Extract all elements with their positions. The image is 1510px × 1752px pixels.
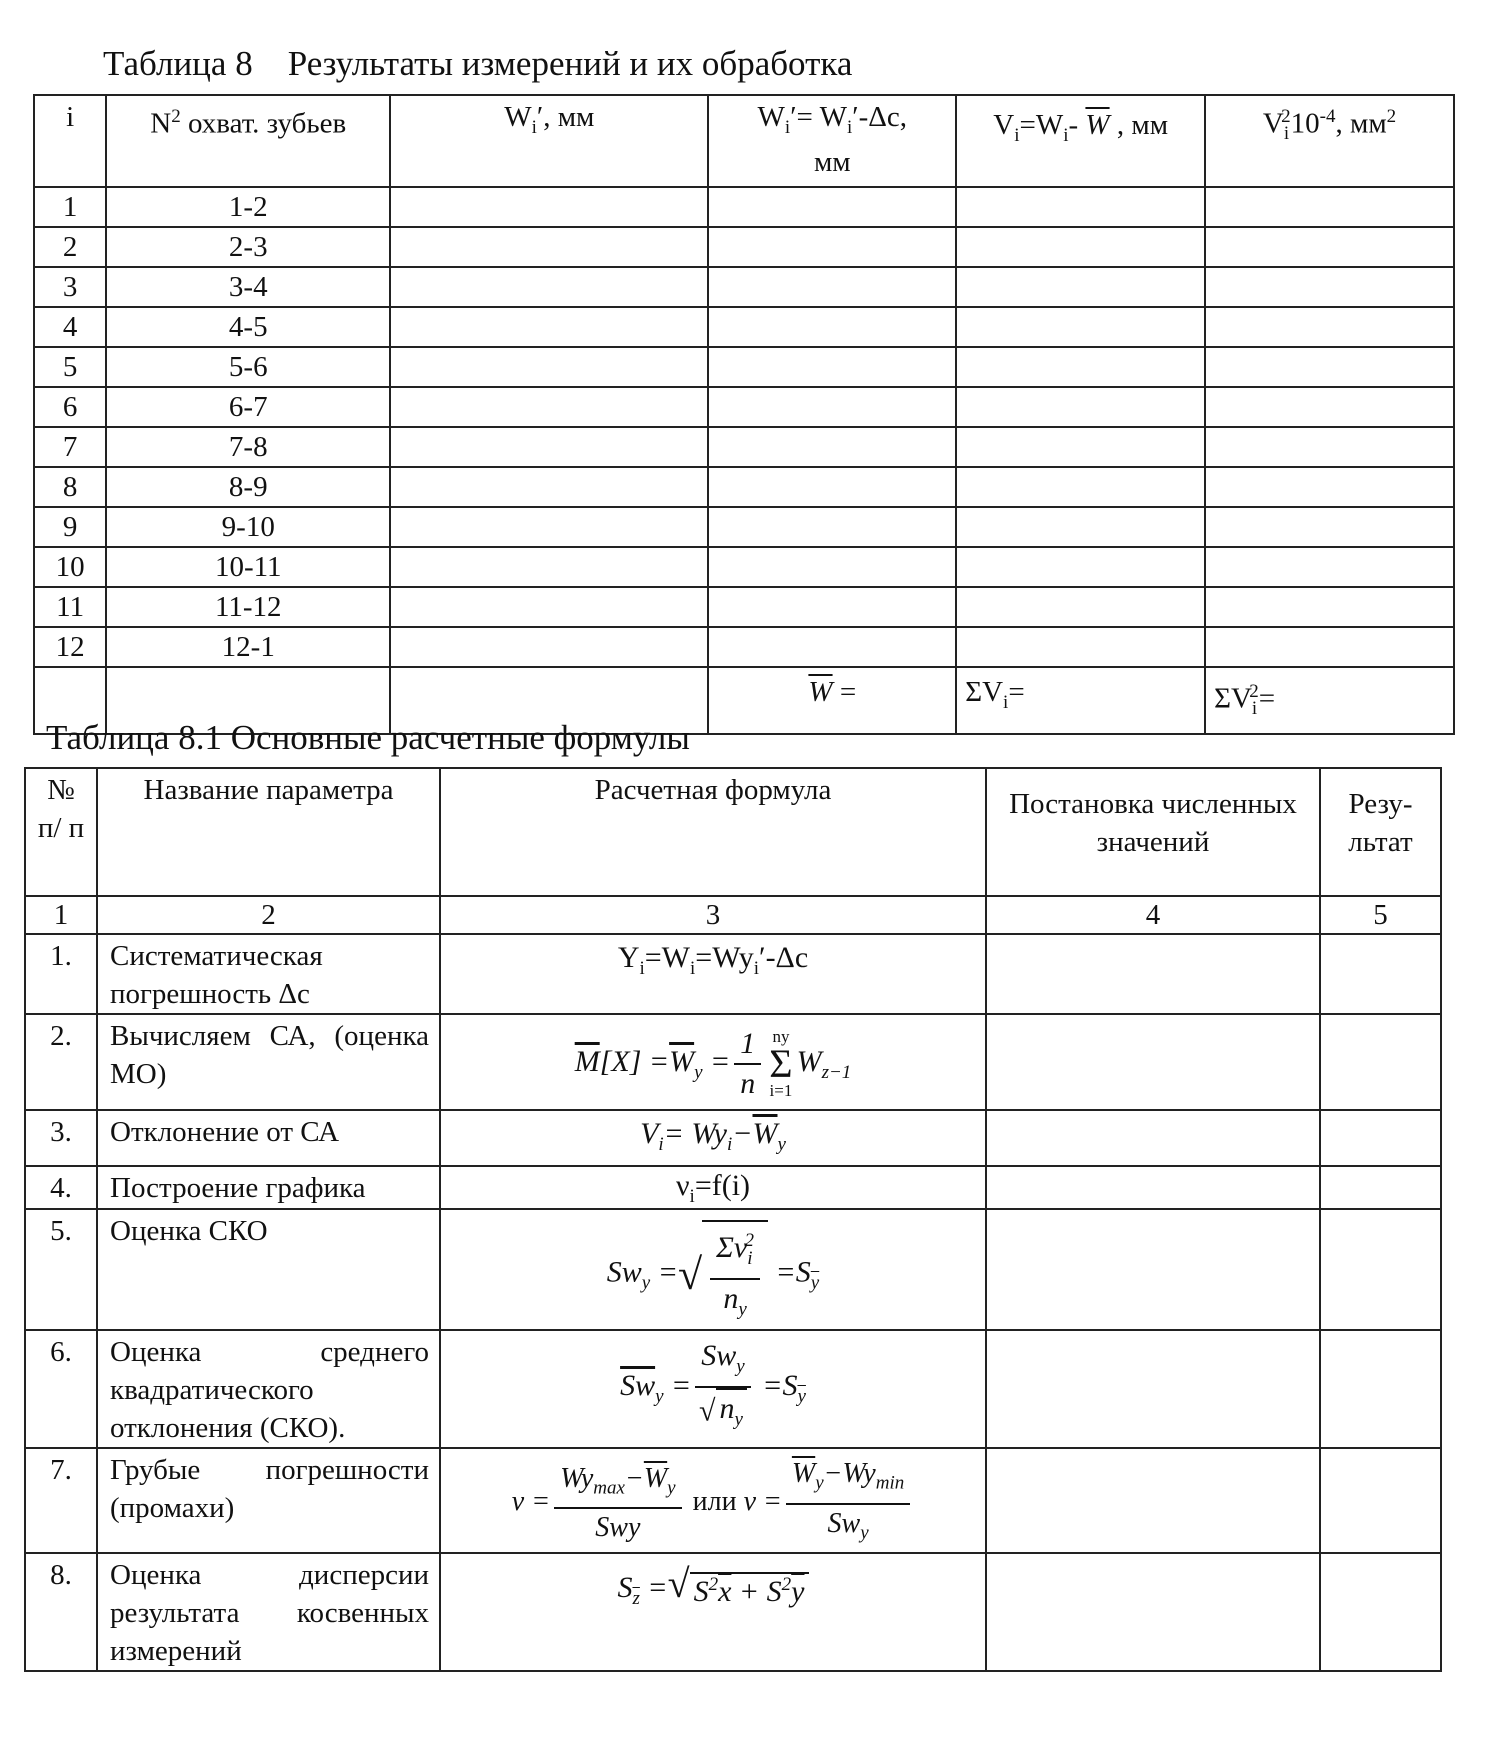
formula-deviation <box>440 1110 986 1166</box>
param-name: Вычисляем СА, (оценка МО) <box>97 1014 440 1110</box>
f2-d: y <box>694 1061 703 1083</box>
row-w-corrected <box>708 427 956 467</box>
row-w-measured <box>390 227 708 267</box>
col-number-3: 3 <box>440 896 986 934</box>
f2-sum-top: ny <box>772 1027 790 1046</box>
formula-row-1 <box>25 934 1441 1014</box>
formula-mean <box>440 1014 986 1110</box>
f7-n2a: $\overline{W}$ <box>791 1458 816 1489</box>
row-teeth: 12-1 <box>106 627 390 667</box>
table-row <box>34 267 1454 307</box>
f1-c: =W <box>644 941 690 974</box>
subst-cell <box>986 1209 1320 1330</box>
f7-n2d: min <box>875 1472 905 1494</box>
row-w-corrected <box>708 627 956 667</box>
subst-cell <box>986 1014 1320 1110</box>
vs-g: 2 <box>1386 106 1397 127</box>
row-w-measured <box>390 427 708 467</box>
row-index: 8 <box>34 467 106 507</box>
header-teeth-sup: 2 <box>171 106 181 127</box>
f8-g: + S <box>731 1574 782 1608</box>
row-index: 2 <box>34 227 106 267</box>
f8-radicand <box>690 1572 809 1609</box>
f7-n1e: y <box>667 1477 676 1499</box>
row-v-deviation <box>956 547 1205 587</box>
row-w-measured <box>390 387 708 427</box>
row-number: 4. <box>25 1166 97 1209</box>
formula-gross-errors <box>440 1448 986 1553</box>
row-index: 5 <box>34 347 106 387</box>
f5-b: y <box>641 1272 651 1294</box>
result-cell <box>1320 1553 1441 1671</box>
f5-radicand <box>702 1220 768 1329</box>
f8-a: S <box>617 1571 633 1605</box>
vs-c: 2 <box>1281 106 1291 127</box>
f5-d: =S <box>768 1255 811 1289</box>
v-b: i <box>1014 124 1020 146</box>
table-row <box>34 627 1454 667</box>
col-number-1: 1 <box>25 896 97 934</box>
table81-formulas <box>24 767 1442 1672</box>
row-v-deviation <box>956 427 1205 467</box>
row-v-deviation <box>956 387 1205 427</box>
w-base: W <box>504 101 532 133</box>
row-teeth: 6-7 <box>106 387 390 427</box>
f2-sum-bot: i=1 <box>769 1081 793 1100</box>
f5-c: = <box>650 1255 678 1289</box>
row-w-corrected <box>708 267 956 307</box>
wc-e: ′-Δc, <box>852 101 908 133</box>
formula-row-8 <box>25 1553 1441 1671</box>
formula-row-3 <box>25 1110 1441 1166</box>
row-w-corrected <box>708 547 956 587</box>
f5-num-sub: i <box>747 1248 753 1269</box>
sum-v2-c: 2 <box>1249 681 1259 702</box>
formula-std-dev <box>440 1209 986 1330</box>
col-number-2: 2 <box>97 896 440 934</box>
sum-v-b: i <box>1003 691 1009 713</box>
f1-a: Y <box>617 941 640 974</box>
f7-n2c: −Wy <box>823 1458 876 1489</box>
f3-f: $\overline{W}$ <box>752 1117 778 1150</box>
f7-d2a: Sw <box>827 1507 861 1539</box>
vs-f: , мм <box>1335 107 1387 140</box>
f5-e: y <box>810 1272 820 1294</box>
row-teeth: 4-5 <box>106 307 390 347</box>
f5-num <box>710 1222 760 1280</box>
row-w-corrected <box>708 467 956 507</box>
row-index: 9 <box>34 507 106 547</box>
row-number: 7. <box>25 1448 97 1553</box>
f5-den <box>710 1280 760 1329</box>
row-number: 3. <box>25 1110 97 1166</box>
f8-i: $\overline{y}$ <box>791 1574 805 1608</box>
subst-cell <box>986 1553 1320 1671</box>
w-mean-eq: = <box>832 676 857 708</box>
row-v-deviation <box>956 307 1205 347</box>
table-row <box>34 507 1454 547</box>
f6-den-sub: y <box>734 1409 743 1430</box>
table-row <box>34 427 1454 467</box>
f5-a: Sw <box>606 1255 642 1289</box>
f7-fraction-1 <box>554 1460 682 1548</box>
header-teeth-rest: охват. зубьев <box>180 107 347 140</box>
param-name: Оценка СКО <box>97 1209 440 1330</box>
f6-den-text: n <box>719 1392 735 1425</box>
header-result: Резу-льтат <box>1320 768 1441 896</box>
f6-e: y <box>797 1385 806 1407</box>
f5-num-text: Σv <box>716 1231 748 1264</box>
formula-row-5 <box>25 1209 1441 1330</box>
f7-num-1 <box>554 1460 682 1510</box>
subst-cell <box>986 1166 1320 1209</box>
subst-cell <box>986 1110 1320 1166</box>
header-teeth-n: N <box>150 107 172 140</box>
row-v-squared <box>1205 187 1454 227</box>
row-number: 6. <box>25 1330 97 1448</box>
row-w-measured <box>390 587 708 627</box>
result-cell <box>1320 1209 1441 1330</box>
f8-e: 2 <box>708 1573 719 1595</box>
f6-a: $\overline{Sw}$ <box>620 1368 656 1402</box>
v-g: , мм <box>1109 109 1169 141</box>
param-name: Оценка среднего квадратического отклонения (СКО). <box>97 1330 440 1448</box>
f2-sum <box>769 1028 792 1100</box>
row-w-measured <box>390 307 708 347</box>
f2-g: z−1 <box>821 1061 852 1083</box>
row-v-deviation <box>956 627 1205 667</box>
row-w-corrected <box>708 307 956 347</box>
row-v-squared <box>1205 347 1454 387</box>
row-w-corrected <box>708 187 956 227</box>
row-teeth: 10-11 <box>106 547 390 587</box>
row-w-measured <box>390 627 708 667</box>
formula-row-7 <box>25 1448 1441 1553</box>
f4-c: =f(i) <box>694 1169 751 1202</box>
f1-e: =Wy <box>695 941 754 974</box>
row-v-deviation <box>956 347 1205 387</box>
sum-v2-d: = <box>1258 682 1276 715</box>
f3-d: i <box>726 1134 733 1155</box>
row-v-deviation <box>956 587 1205 627</box>
formula-std-dev-mean <box>440 1330 986 1448</box>
row-number: 2. <box>25 1014 97 1110</box>
f6-d: =S <box>754 1368 798 1402</box>
row-w-measured <box>390 347 708 387</box>
f6-num <box>695 1337 750 1388</box>
f7-n1d: $\overline{W}$ <box>643 1462 668 1494</box>
result-cell <box>1320 1166 1441 1209</box>
wc-c: ′= W <box>790 101 847 133</box>
f5-den-text: n <box>723 1282 739 1315</box>
row-v-squared <box>1205 427 1454 467</box>
sqrt-sign-icon: √ <box>677 1250 703 1299</box>
f2-a: $\overline{M}$ <box>574 1044 600 1078</box>
result-cell <box>1320 1330 1441 1448</box>
f3-g: y <box>777 1134 786 1155</box>
f8-h: 2 <box>781 1573 792 1595</box>
table-row <box>34 587 1454 627</box>
row-index: 1 <box>34 187 106 227</box>
table8-caption: Таблица 8 Результаты измерений и их обработка <box>103 44 853 83</box>
row-w-corrected <box>708 387 956 427</box>
formula-systematic-error <box>440 934 986 1014</box>
f5-num-sup: 2 <box>744 1230 755 1251</box>
f7-d2b: y <box>860 1522 869 1544</box>
f3-c: = Wy <box>663 1117 727 1150</box>
table-row <box>34 467 1454 507</box>
f7-n2b: y <box>815 1472 824 1494</box>
table-row <box>34 547 1454 587</box>
param-name: Систематическая погрешность Δc <box>97 934 440 1014</box>
row-w-corrected <box>708 347 956 387</box>
f2-num: 1 <box>734 1025 761 1065</box>
row-v-deviation <box>956 187 1205 227</box>
f6-c: = <box>663 1368 692 1402</box>
header-i: i <box>34 95 106 187</box>
f6-b: y <box>655 1385 664 1407</box>
column-number-row <box>25 896 1441 934</box>
row-w-corrected <box>708 587 956 627</box>
col-number-5: 5 <box>1320 896 1441 934</box>
f7-fraction-2 <box>786 1455 910 1552</box>
row-w-measured <box>390 467 708 507</box>
row-index: 3 <box>34 267 106 307</box>
wc-f: мм <box>813 145 851 178</box>
formula-graph <box>440 1166 986 1209</box>
f2-c: $\overline{W}$ <box>669 1044 695 1078</box>
row-v-deviation <box>956 507 1205 547</box>
f2-sum-sign: Σ <box>769 1041 793 1086</box>
sum-v2-b: i <box>1251 698 1258 720</box>
param-name: Отклонение от СА <box>97 1110 440 1166</box>
formula-row-6 <box>25 1330 1441 1448</box>
table8-measurements <box>33 94 1455 735</box>
formula-variance <box>440 1553 986 1671</box>
f7-v2: v = <box>743 1486 782 1518</box>
result-cell <box>1320 1014 1441 1110</box>
f8-c: = <box>639 1571 668 1605</box>
row-v-deviation <box>956 267 1205 307</box>
vs-b: i <box>1283 123 1290 145</box>
row-v-squared <box>1205 587 1454 627</box>
table81-header-row <box>25 768 1441 896</box>
header-w-corrected <box>708 95 956 187</box>
row-w-corrected <box>708 227 956 267</box>
f8-b: z <box>632 1588 640 1610</box>
f2-fraction <box>734 1025 761 1103</box>
header-subst: Постановка численных значений <box>986 768 1320 896</box>
col-number-4: 4 <box>986 896 1320 934</box>
v-a: V <box>993 109 1015 141</box>
f7-den-2 <box>786 1505 910 1553</box>
f7-num-2 <box>786 1455 910 1505</box>
f6-num-text: Sw <box>701 1339 737 1372</box>
f5-den-sub: y <box>738 1299 747 1320</box>
f6-fraction <box>695 1337 750 1439</box>
subst-cell <box>986 934 1320 1014</box>
row-w-measured <box>390 547 708 587</box>
table-row <box>34 307 1454 347</box>
result-cell <box>1320 934 1441 1014</box>
row-w-measured <box>390 267 708 307</box>
row-v-squared <box>1205 547 1454 587</box>
w-sub: i <box>531 116 537 138</box>
f3-b: i <box>658 1134 664 1155</box>
param-name: Построение графика <box>97 1166 440 1209</box>
f7-n1c: − <box>624 1462 644 1494</box>
row-v-squared <box>1205 387 1454 427</box>
header-w-measured <box>390 95 708 187</box>
sum-v2-a: ΣV <box>1214 682 1252 715</box>
wc-a: W <box>757 101 785 133</box>
f4-a: ν <box>675 1169 690 1202</box>
f1-b: i <box>639 958 645 979</box>
f8-f: $\overline{x}$ <box>718 1574 732 1608</box>
param-name: Оценка дисперсии результата косвенных измерений <box>97 1553 440 1671</box>
row-v-squared <box>1205 507 1454 547</box>
row-teeth: 8-9 <box>106 467 390 507</box>
row-teeth: 5-6 <box>106 347 390 387</box>
header-teeth <box>106 95 390 187</box>
row-number: 5. <box>25 1209 97 1330</box>
row-w-measured <box>390 187 708 227</box>
header-v-deviation <box>956 95 1205 187</box>
summary-sum-v2 <box>1205 667 1454 734</box>
table-row <box>34 227 1454 267</box>
wc-d: i <box>846 116 853 138</box>
header-no: № п/ п <box>25 768 97 896</box>
wc-b: i <box>784 116 791 138</box>
summary-w-mean <box>708 667 956 734</box>
sum-v-a: ΣV <box>965 676 1004 708</box>
f4-b: i <box>689 1186 695 1207</box>
subst-cell <box>986 1448 1320 1553</box>
f2-den: n <box>740 1067 756 1100</box>
header-name: Название параметра <box>97 768 440 896</box>
f7-v: v = <box>511 1486 551 1518</box>
row-v-squared <box>1205 467 1454 507</box>
table-row <box>34 347 1454 387</box>
w-rest: ′, мм <box>536 101 595 133</box>
row-w-corrected <box>708 507 956 547</box>
row-index: 6 <box>34 387 106 427</box>
param-name: Грубые погрешности (промахи) <box>97 1448 440 1553</box>
w-mean-sym: $\overline{W}$ <box>808 676 833 708</box>
v-c: =W <box>1019 109 1064 141</box>
row-teeth: 3-4 <box>106 267 390 307</box>
f7-n1b: max <box>593 1477 625 1499</box>
f1-d: i <box>690 958 696 979</box>
f2-b: [X] = <box>599 1044 670 1078</box>
row-index: 12 <box>34 627 106 667</box>
row-v-squared <box>1205 307 1454 347</box>
v-e: - <box>1068 109 1086 141</box>
row-w-measured <box>390 507 708 547</box>
row-index: 10 <box>34 547 106 587</box>
row-v-deviation <box>956 467 1205 507</box>
row-teeth: 9-10 <box>106 507 390 547</box>
row-index: 4 <box>34 307 106 347</box>
v-f: $\overline{W}$ <box>1085 109 1110 141</box>
row-teeth: 2-3 <box>106 227 390 267</box>
row-number: 1. <box>25 934 97 1014</box>
row-index: 11 <box>34 587 106 627</box>
vs-d: 10 <box>1290 107 1320 140</box>
f1-f: i <box>753 958 759 979</box>
f6-den-radicand <box>716 1388 747 1439</box>
table-row <box>34 187 1454 227</box>
header-formula: Расчетная формула <box>440 768 986 896</box>
f7-d1: Swy <box>595 1512 641 1544</box>
header-v-squared <box>1205 95 1454 187</box>
row-v-deviation <box>956 227 1205 267</box>
f6-den <box>695 1388 750 1439</box>
f8-d: S <box>693 1574 709 1608</box>
f2-e: = <box>702 1044 731 1078</box>
f3-a: V <box>640 1117 659 1150</box>
table81-caption: Таблица 8.1 Основные расчетные формулы <box>46 718 690 757</box>
table8-header-row <box>34 95 1454 187</box>
row-teeth: 1-2 <box>106 187 390 227</box>
f6-num-sub: y <box>736 1356 745 1377</box>
vs-e: -4 <box>1319 106 1336 127</box>
vs-a: V <box>1262 107 1284 140</box>
row-teeth: 11-12 <box>106 587 390 627</box>
result-cell <box>1320 1448 1441 1553</box>
row-index: 7 <box>34 427 106 467</box>
f3-e: − <box>732 1117 753 1150</box>
row-v-squared <box>1205 227 1454 267</box>
f2-f: W <box>796 1044 822 1078</box>
sum-v-c: = <box>1008 676 1025 708</box>
f7-n1a: Wy <box>560 1462 594 1494</box>
f7-or: или <box>685 1486 744 1518</box>
row-v-squared <box>1205 267 1454 307</box>
row-number: 8. <box>25 1553 97 1671</box>
summary-sum-v <box>956 667 1205 734</box>
f1-g: ′-Δc <box>759 941 809 974</box>
table-row <box>34 387 1454 427</box>
sqrt-sign-icon: √ <box>667 1561 690 1607</box>
formula-row-2 <box>25 1014 1441 1110</box>
sqrt-sign-icon: √ <box>699 1394 716 1428</box>
subst-cell <box>986 1330 1320 1448</box>
f5-fraction <box>710 1222 760 1329</box>
row-v-squared <box>1205 627 1454 667</box>
v-d: i <box>1063 124 1069 146</box>
formula-row-4 <box>25 1166 1441 1209</box>
row-teeth: 7-8 <box>106 427 390 467</box>
result-cell <box>1320 1110 1441 1166</box>
